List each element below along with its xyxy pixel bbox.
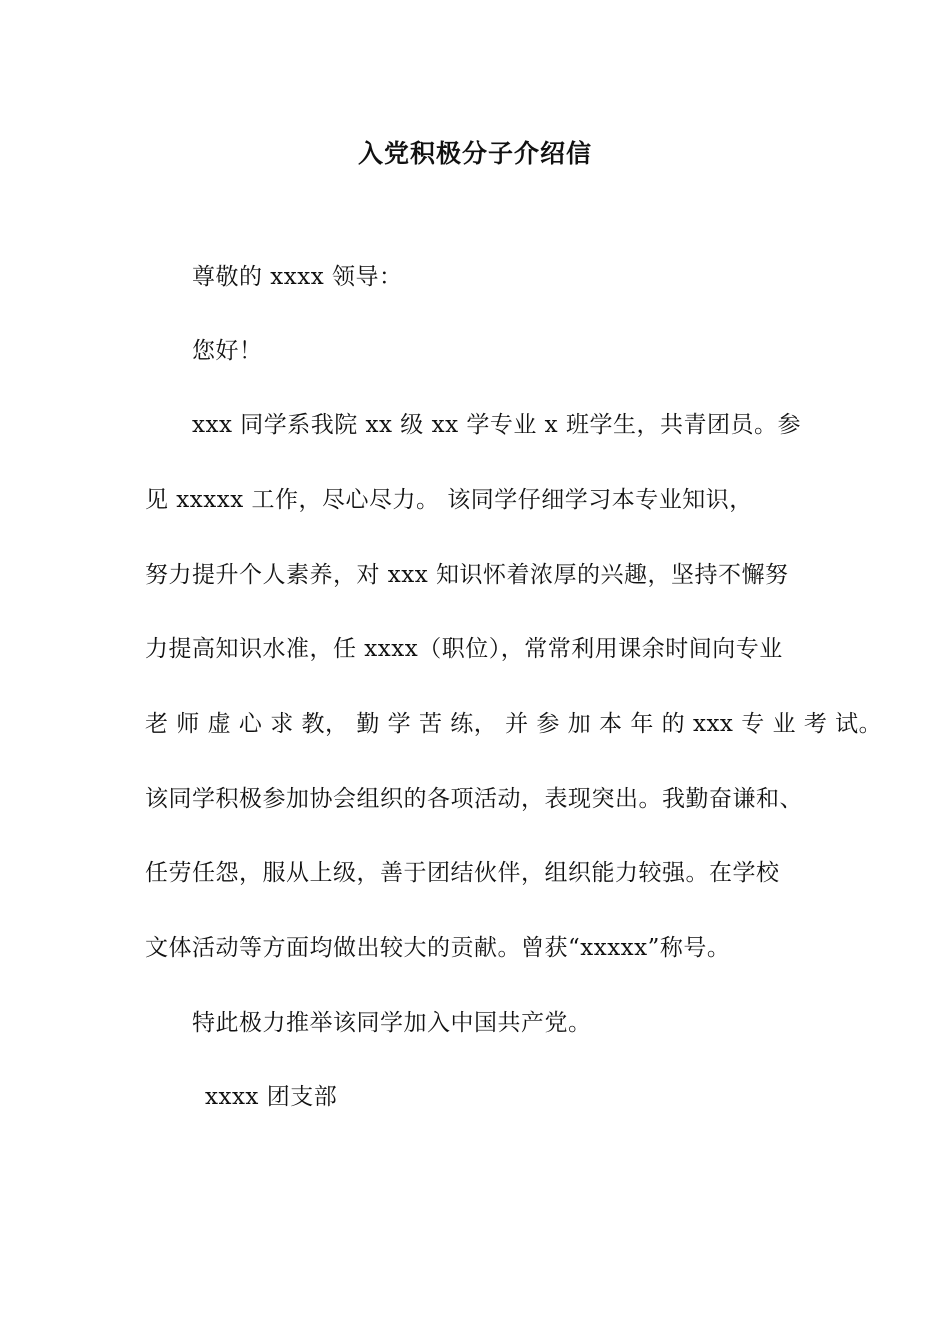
body-line-1: xxx 同学系我院 xx 级 xx 学专业 x 班学生，共青团员。参 xyxy=(192,412,801,438)
body-line-6: 该同学积极参加协会组织的各项活动，表现突出。我勤奋谦和、 xyxy=(145,786,803,812)
body-line-2: 见 xxxxx 工作，尽心尽力。 该同学仔细学习本专业知识， xyxy=(145,487,753,513)
body-line-4: 力提高知识水准，任 xxxx（职位），常常利用课余时间向专业 xyxy=(145,636,783,662)
body-line-5: 老 师 虚 心 求 教， 勤 学 苦 练， 并 参 加 本 年 的 xxx 专 业 考 试。 xyxy=(145,711,883,737)
greeting: 您好！ xyxy=(192,338,263,364)
body-line-7: 任劳任怨，服从上级，善于团结伙伴，组织能力较强。在学校 xyxy=(145,860,780,886)
letter-title: 入党积极分子介绍信 xyxy=(357,139,592,168)
signature: xxxx 团支部 xyxy=(205,1084,338,1110)
body-line-8: 文体活动等方面均做出较大的贡献。曾获“xxxxx”称号。 xyxy=(145,935,731,961)
body-line-3: 努力提升个人素养，对 xxx 知识怀着浓厚的兴趣，坚持不懈努 xyxy=(145,562,789,588)
recommendation: 特此极力推举该同学加入中国共产党。 xyxy=(192,1010,592,1036)
salutation: 尊敬的 xxxx 领导： xyxy=(192,264,403,290)
